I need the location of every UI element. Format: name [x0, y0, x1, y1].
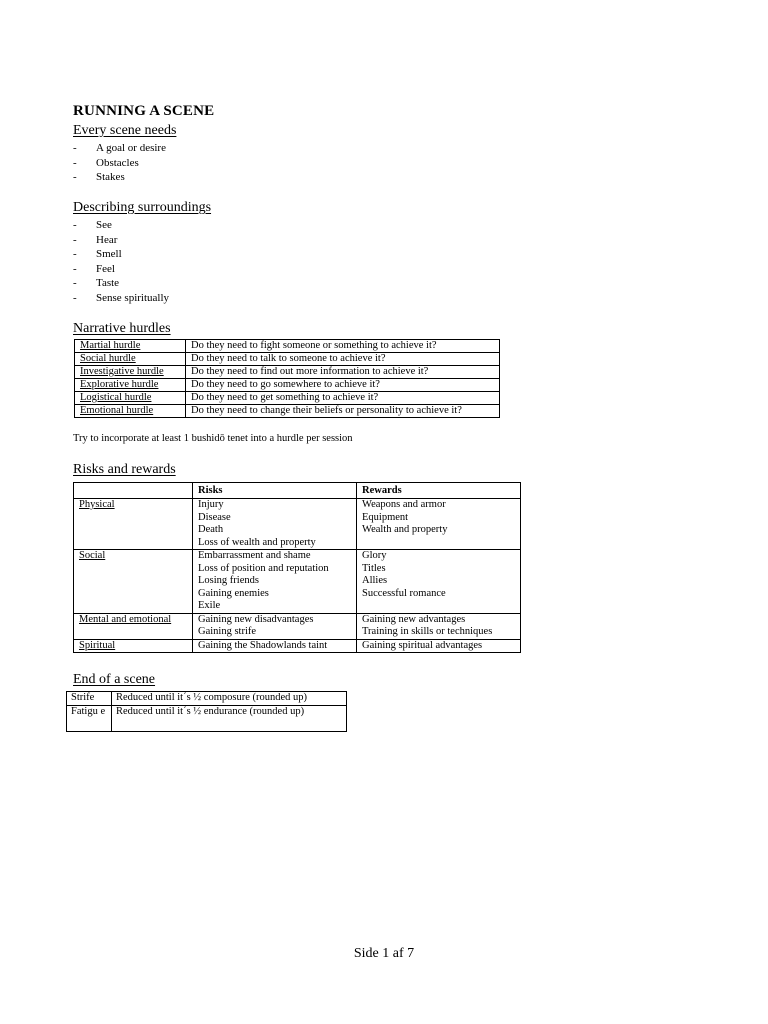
hurdle-name: Emotional hurdle [75, 405, 186, 418]
hurdle-name: Investigative hurdle [75, 366, 186, 379]
category-name: Social [74, 550, 193, 614]
list-item: - See [73, 218, 169, 233]
header-cell-risks: Risks [193, 483, 357, 499]
hurdle-desc: Do they need to find out more information to achieve it? [186, 366, 500, 379]
hurdle-desc: Do they need to talk to someone to achieve it? [186, 353, 500, 366]
list-item: - Hear [73, 233, 169, 248]
page-footer: Side 1 af 7 [353, 946, 415, 961]
reward-item: Gaining new advantages [362, 613, 466, 625]
list-every-scene [73, 141, 166, 185]
category-name: Physical [74, 499, 193, 550]
table-header-row [74, 483, 521, 499]
category-name: Spiritual [74, 639, 193, 653]
hurdle-desc: Do they need to go somewhere to achieve it? [186, 379, 500, 392]
risk-item: Loss of position and reputation [198, 562, 329, 574]
list-item: - Smell [73, 247, 169, 262]
table-row [74, 639, 521, 653]
risk-item: Disease [198, 511, 231, 523]
table-row [75, 353, 500, 366]
section-heading-end-scene: End of a scene [73, 672, 156, 687]
risks-cell [193, 639, 357, 653]
hurdle-desc: Do they need to fight someone or something to achieve it? [186, 340, 500, 353]
rewards-cell [357, 499, 521, 550]
risk-item: Injury [198, 499, 224, 510]
risks-cell [193, 613, 357, 639]
section-heading-surroundings: Describing surroundings [73, 200, 212, 215]
page-title: RUNNING A SCENE [73, 103, 215, 119]
end-name: Strife [67, 692, 112, 706]
risk-item: Gaining strife [198, 626, 257, 637]
risk-item: Gaining the Shadowlands taint [198, 639, 328, 651]
hurdle-name: Explorative hurdle [75, 379, 186, 392]
list-item: - A goal or desire [73, 141, 166, 156]
reward-item: Training in skills or techniques [362, 626, 493, 637]
hurdle-desc: Do they need to change their beliefs or personality to achieve it? [186, 405, 500, 418]
end-desc: Reduced until it´s ½ endurance (rounded up) [112, 705, 347, 731]
table-row [67, 692, 347, 706]
table-row [74, 613, 521, 639]
reward-item: Titles [362, 562, 386, 574]
risk-item: Gaining enemies [198, 587, 269, 599]
risk-item: Losing friends [198, 575, 259, 586]
reward-item: Gaining spiritual advantages [362, 639, 483, 651]
table-row [75, 392, 500, 405]
table-row [74, 550, 521, 614]
end-desc: Reduced until it´s ½ composure (rounded up) [112, 692, 347, 706]
risks-cell [193, 550, 357, 614]
header-cell-empty [74, 483, 193, 499]
risk-item: Embarrassment and shame [198, 550, 311, 561]
hurdle-name: Martial hurdle [75, 340, 186, 353]
list-item: - Feel [73, 262, 169, 277]
reward-item: Successful romance [362, 587, 446, 599]
table-row [74, 499, 521, 550]
risk-item: Exile [198, 600, 221, 611]
risks-rewards-table [73, 482, 521, 653]
list-item: - Taste [73, 276, 169, 291]
table-row [75, 366, 500, 379]
section-heading-hurdles: Narrative hurdles [73, 321, 171, 336]
section-heading-every-scene: Every scene needs [73, 123, 177, 138]
risks-cell [193, 499, 357, 550]
rewards-cell [357, 550, 521, 614]
hurdles-table [74, 339, 500, 418]
section-heading-risks: Risks and rewards [73, 462, 176, 477]
list-item: - Stakes [73, 170, 166, 185]
list-item: - Sense spiritually [73, 291, 169, 306]
end-name: Fatigu e [67, 705, 112, 731]
list-item: - Obstacles [73, 156, 166, 171]
list-surroundings [73, 218, 169, 306]
table-row [75, 379, 500, 392]
hurdle-desc: Do they need to get something to achieve it? [186, 392, 500, 405]
table-row [75, 405, 500, 418]
risk-item: Death [198, 524, 224, 535]
category-name: Mental and emotional [74, 613, 193, 639]
reward-item: Allies [362, 575, 388, 586]
reward-item: Weapons and armor [362, 499, 446, 510]
hurdle-name: Logistical hurdle [75, 392, 186, 405]
risk-item: Loss of wealth and property [198, 536, 316, 548]
header-cell-rewards: Rewards [357, 483, 521, 499]
end-scene-table [66, 691, 347, 732]
table-row [67, 705, 347, 731]
rewards-cell [357, 613, 521, 639]
reward-item: Wealth and property [362, 524, 448, 535]
hurdle-name: Social hurdle [75, 353, 186, 366]
rewards-cell [357, 639, 521, 653]
table-row [75, 340, 500, 353]
hurdle-note: Try to incorporate at least 1 bushidō tenet into a hurdle per session [73, 433, 353, 444]
risk-item: Gaining new disadvantages [198, 613, 314, 625]
reward-item: Glory [362, 550, 387, 561]
reward-item: Equipment [362, 511, 409, 523]
